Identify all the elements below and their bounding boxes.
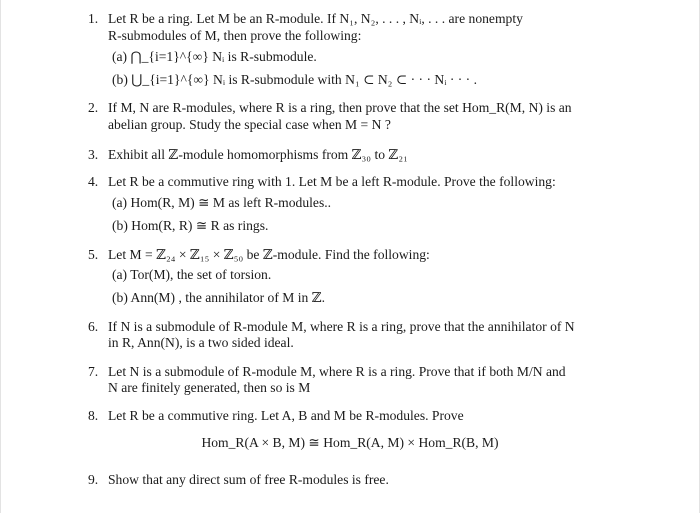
problem-4-line-1: Let R be a commutive ring with 1. Let M be a left R-module. Prove the following: (108, 174, 556, 189)
problem-3-number: 3. (88, 147, 99, 162)
problem-9-number: 9. (88, 472, 99, 487)
problem-8-line-1: Let R be a commutive ring. Let A, B and M be R-modules. Prove (108, 408, 464, 423)
problem-8-display-equation: Hom_R(A × B, M) ≅ Hom_R(A, M) × Hom_R(B, M) (201, 435, 499, 450)
problem-6-line-2: in R, Ann(N), is a two sided ideal. (108, 335, 294, 350)
problem-5-part-b: (b) Ann(M) , the annihilator of M in ℤ. (112, 290, 326, 305)
problem-5-number: 5. (88, 247, 99, 262)
problem-3-line-1: Exhibit all ℤ-module homomorphisms from ℤ₃₀ to ℤ₂₁ (108, 147, 408, 162)
problem-6-number: 6. (88, 319, 99, 334)
problem-4-part-a: (a) Hom(R, M) ≅ M as left R-modules.. (112, 195, 332, 210)
problem-5-line-1: Let M = ℤ₂₄ × ℤ₁₅ × ℤ₅₀ be ℤ-module. Find the following: (108, 247, 430, 262)
problem-5-part-a: (a) Tor(M), the set of torsion. (112, 267, 272, 282)
problem-1-part-a: (a) ⋂_{i=1}^{∞} Nᵢ is R-submodule. (112, 49, 317, 64)
problem-9-line-1: Show that any direct sum of free R-modules is free. (108, 472, 389, 487)
problem-4-number: 4. (88, 174, 99, 189)
problem-8-number: 8. (88, 408, 99, 423)
problem-7-line-1: Let N is a submodule of R-module M, where R is a ring. Prove that if both M/N and (108, 364, 566, 379)
problem-6-line-1: If N is a submodule of R-module M, where R is a ring, prove that the annihilator of N (108, 319, 575, 334)
problem-2-number: 2. (88, 100, 99, 115)
problem-1-number: 1. (88, 11, 99, 26)
problem-1-part-b: (b) ⋃_{i=1}^{∞} Nᵢ is R-submodule with N₁ ⊂ N₂ ⊂ · · · Nᵢ · · · . (112, 72, 478, 87)
problem-4-part-b: (b) Hom(R, R) ≅ R as rings. (112, 218, 269, 233)
problem-1-line-2: R-submodules of M, then prove the following: (108, 28, 362, 43)
problem-1-line-1: Let R be a ring. Let M be an R-module. If N₁, N₂, . . . , Nᵢ, . . . are nonempty (108, 11, 523, 26)
problem-2-line-1: If M, N are R-modules, where R is a ring, then prove that the set Hom_R(M, N) is an (108, 100, 572, 115)
problem-2-line-2: abelian group. Study the special case when M = N ? (108, 117, 391, 132)
problem-7-number: 7. (88, 364, 99, 379)
problem-7-line-2: N are finitely generated, then so is M (108, 380, 311, 395)
